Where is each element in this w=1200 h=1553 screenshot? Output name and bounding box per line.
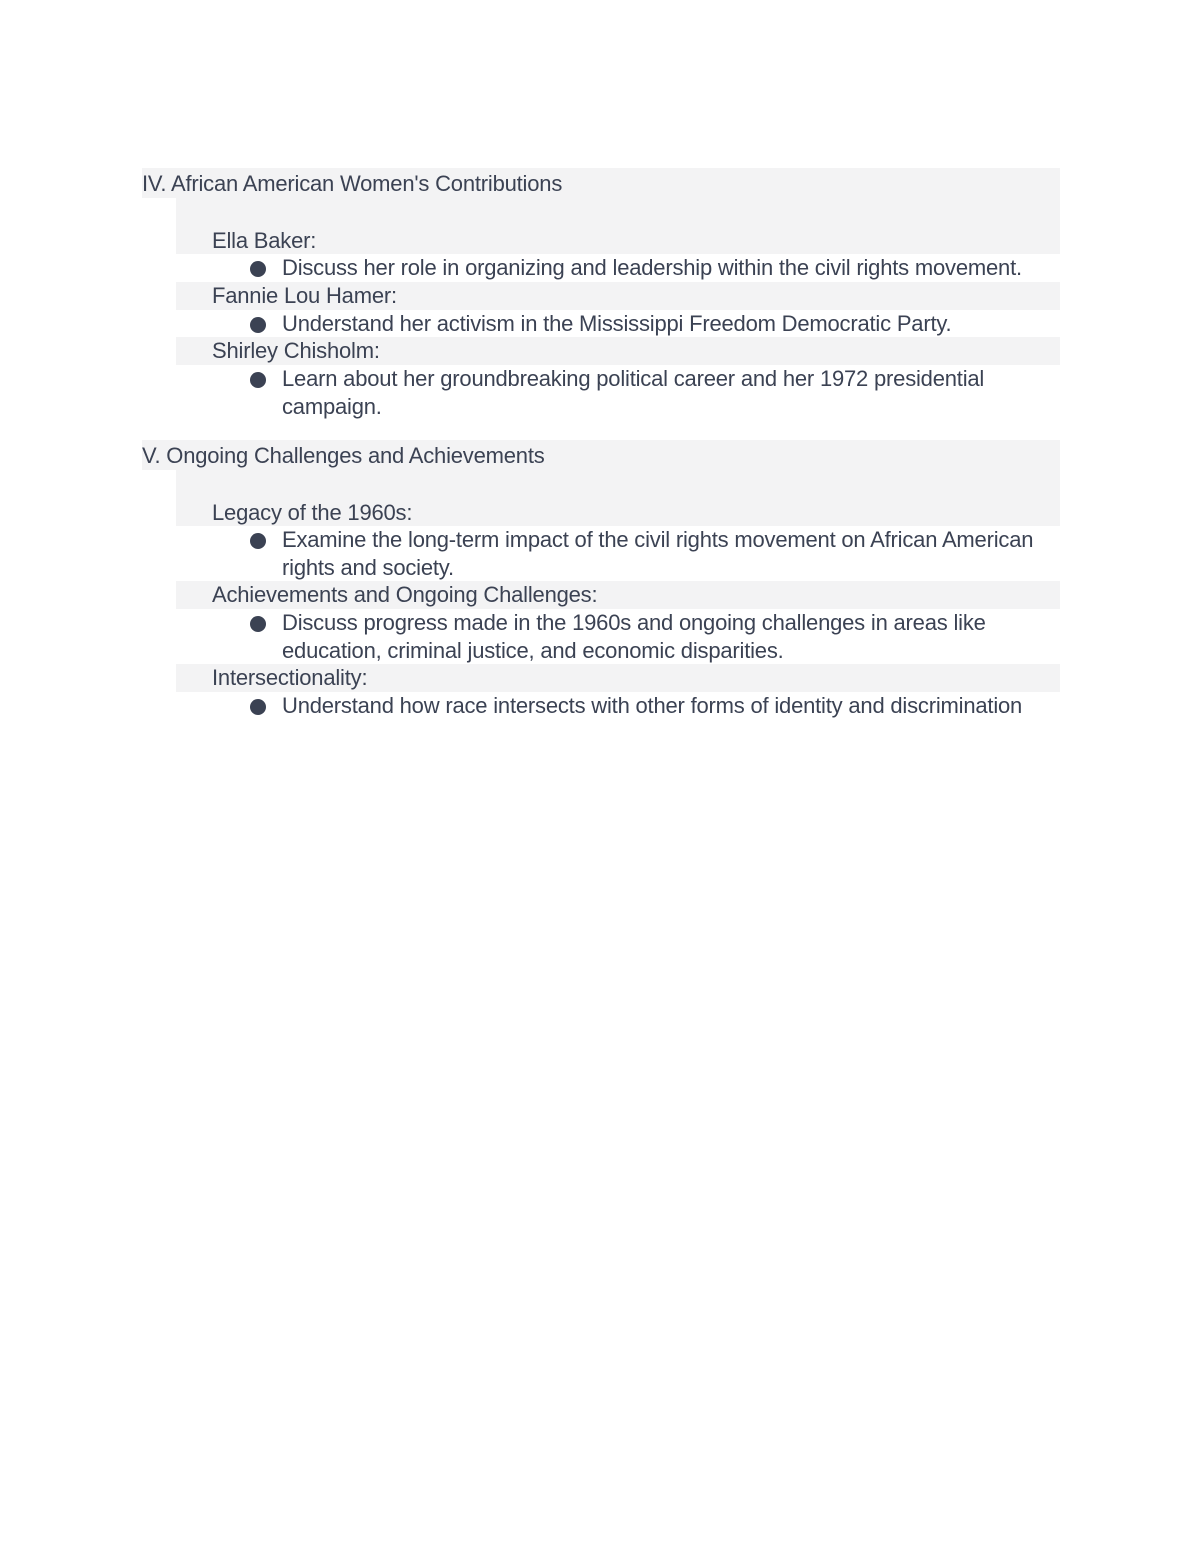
topic-label: Shirley Chisholm: (212, 338, 380, 363)
bullet-dot-icon (250, 699, 266, 715)
list-item (142, 692, 1060, 720)
list-item (142, 365, 1060, 420)
bullet-dot-icon (250, 533, 266, 549)
bullet-text: Discuss progress made in the 1960s and ongoing challenges in areas like education, criminal justice, and economic disparities. (282, 610, 986, 663)
bullet-dot-icon (250, 372, 266, 388)
bullet-text: Learn about her groundbreaking political career and her 1972 presidential campaign. (282, 366, 985, 419)
outline-section-iv (142, 168, 1060, 420)
bullet-text: Examine the long-term impact of the civil rights movement on African American rights and society. (282, 527, 1034, 580)
outline-section-v (142, 440, 1060, 720)
bullet-dot-icon (250, 317, 266, 333)
topic-row (176, 581, 1060, 609)
topic-label: Achievements and Ongoing Challenges: (212, 582, 598, 607)
topic-row (176, 282, 1060, 310)
section-heading-band (142, 168, 1060, 254)
outline (142, 168, 1060, 720)
topic-label: Fannie Lou Hamer: (212, 282, 397, 308)
bullet-text: Discuss her role in organizing and leadership within the civil rights movement. (282, 255, 1022, 280)
section-heading: IV. African American Women's Contributions (142, 171, 563, 196)
topic-row (176, 664, 1060, 692)
list-item (142, 526, 1060, 581)
list-item (142, 609, 1060, 664)
list-item (142, 254, 1060, 282)
list-item (142, 310, 1060, 338)
bullet-text: Understand her activism in the Mississippi Freedom Democratic Party. (282, 310, 952, 336)
bullet-dot-icon (250, 261, 266, 277)
section-heading-band (142, 440, 1060, 526)
section-heading: V. Ongoing Challenges and Achievements (142, 443, 545, 468)
bullet-text: Understand how race intersects with other forms of identity and discrimination (282, 693, 1023, 718)
topic-label: Legacy of the 1960s: (212, 500, 413, 525)
topic-row (176, 337, 1060, 365)
topic-label: Ella Baker: (212, 228, 317, 253)
bullet-dot-icon (250, 616, 266, 632)
topic-label: Intersectionality: (212, 665, 368, 690)
